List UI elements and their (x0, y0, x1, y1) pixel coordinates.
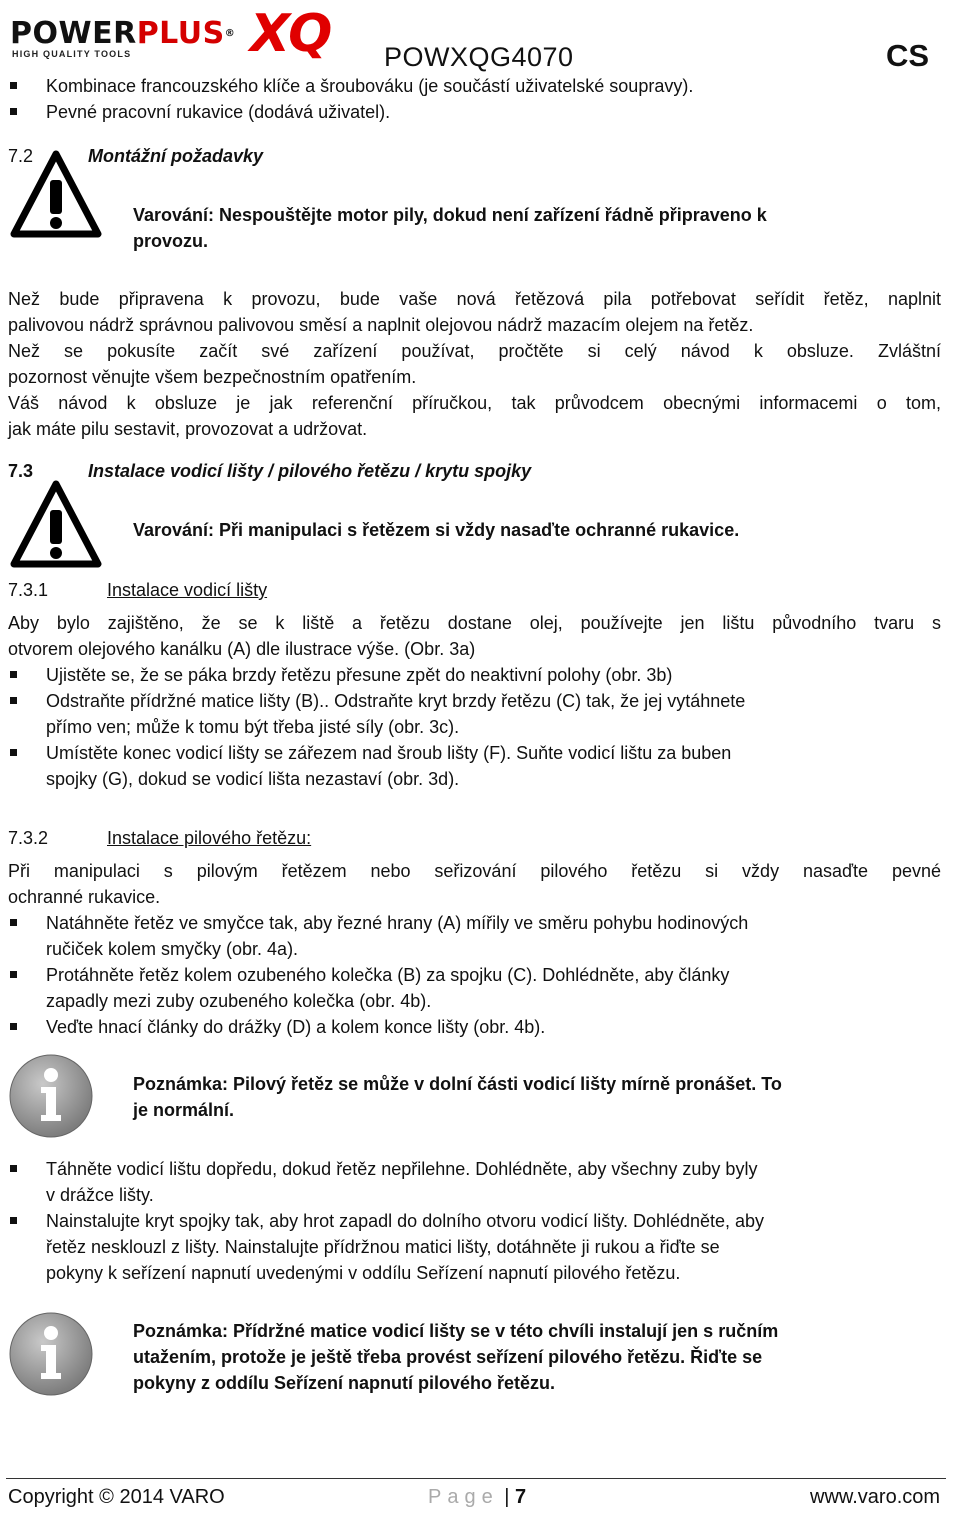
note-text: Poznámka: Pilový řetěz se může v dolní části vodicí lišty mírně pronášet. To (133, 1074, 782, 1094)
bullet-icon (10, 1165, 17, 1172)
list-item: Natáhněte řetěz ve smyčce tak, aby řezné hrany (A) mířily ve směru pohybu hodinových (46, 913, 749, 933)
logo-tagline: HIGH QUALITY TOOLS (12, 49, 132, 59)
list-item: Kombinace francouzského klíče a šroubováku (je součástí uživatelské soupravy). (46, 76, 694, 96)
warning-icon (10, 480, 102, 573)
paragraph-line: Aby bylo zajištěno, že se k liště a řetězu dostane olej, používejte jen lištu původního tvaru s (8, 613, 941, 633)
list-item: řetěz nesklouzl z lišty. Nainstalujte přídržnou matici lišty, dotáhněte ji rukou a řiďte se (46, 1237, 720, 1257)
note-text: utažením, protože je ještě třeba provést seřízení pilového řetězu. Řiďte se (133, 1347, 763, 1367)
bullet-icon (10, 971, 17, 978)
page-number: 7 (515, 1486, 527, 1508)
paragraph-line: Váš návod k obsluze je jak referenční příručkou, tak průvodcem obecnými informacemi o tom, (8, 393, 941, 413)
list-item: Odstraňte přídržné matice lišty (B).. Odstraňte kryt brzdy řetězu (C) tak, že jej vytáhnete (46, 691, 746, 711)
bullet-icon (10, 82, 17, 89)
bullet-icon (10, 108, 17, 115)
subsection-number: 7.3.1 (8, 580, 49, 600)
section-title: Montážní požadavky (88, 146, 264, 166)
section-number: 7.2 (8, 146, 34, 166)
paragraph-line: jak máte pilu sestavit, provozovat a udržovat. (8, 419, 368, 439)
brand-logo: POWERPLUS® (10, 16, 236, 51)
section-number: 7.3 (8, 461, 34, 481)
subsection-number: 7.3.2 (8, 828, 49, 848)
section-title: Instalace vodicí lišty / pilového řetězu / krytu spojky (88, 461, 532, 481)
subsection-title: Instalace pilového řetězu: (107, 828, 312, 848)
list-item: pokyny k seřízení napnutí uvedenými v oddílu Seřízení napnutí pilového řetězu. (46, 1263, 681, 1283)
page-label: Page (428, 1486, 499, 1508)
note-text: je normální. (133, 1100, 235, 1120)
list-item: ručiček kolem smyčky (obr. 4a). (46, 939, 299, 959)
list-item: Umístěte konec vodicí lišty se zářezem nad šroub lišty (F). Suňte vodicí lištu za buben (46, 743, 732, 763)
warning-icon (10, 150, 102, 243)
paragraph-line: Při manipulaci s pilovým řetězem nebo seřizování pilového řetězu si vždy nasaďte pevné (8, 861, 941, 881)
paragraph-line: Než bude připravena k provozu, bude vaše nová řetězová pila potřebovat seřídit řetěz, naplnit (8, 289, 941, 309)
list-item: zapadly mezi zuby ozubeného kolečka (obr. 4b). (46, 991, 432, 1011)
paragraph-line: ochranné rukavice. (8, 887, 161, 907)
list-item: Nainstalujte kryt spojky tak, aby hrot zapadl do dolního otvoru vodicí lišty. Dohlédněte, aby (46, 1211, 765, 1231)
logo-power-text: POWER (10, 16, 137, 51)
logo-plus-text: PLUS (136, 16, 225, 51)
bullet-icon (10, 697, 17, 704)
subsection-title: Instalace vodicí lišty (107, 580, 268, 600)
warning-text: provozu. (133, 231, 208, 251)
warning-text: Varování: Nespouštějte motor pily, dokud není zařízení řádně připraveno k (133, 205, 767, 225)
bullet-icon (10, 1217, 17, 1224)
list-item: Táhněte vodicí lištu dopředu, dokud řetěz nepřilehne. Dohlédněte, aby všechny zuby byly (46, 1159, 758, 1179)
info-icon (8, 1311, 94, 1402)
paragraph-line: otvorem olejového kanálku (A) dle ilustrace výše. (Obr. 3a) (8, 639, 476, 659)
list-item: Protáhněte řetěz kolem ozubeného kolečka (B) za spojku (C). Dohlédněte, aby články (46, 965, 730, 985)
list-item: Pevné pracovní rukavice (dodává uživatel). (46, 102, 391, 122)
list-item: přímo ven; může k tomu být třeba jisté síly (obr. 3c). (46, 717, 460, 737)
list-item: v drážce lišty. (46, 1185, 154, 1205)
copyright: Copyright © 2014 VARO (8, 1486, 225, 1508)
bullet-icon (10, 919, 17, 926)
info-icon (8, 1053, 94, 1144)
note-text: pokyny z oddílu Seřízení napnutí pilového řetězu. (133, 1373, 556, 1393)
list-item: Ujistěte se, že se páka brzdy řetězu přesune zpět do neaktivní polohy (obr. 3b) (46, 665, 673, 685)
bullet-icon (10, 1023, 17, 1030)
page-indicator (428, 1486, 526, 1509)
paragraph-line: pozornost věnujte všem bezpečnostním opatřením. (8, 367, 417, 387)
bullet-icon (10, 749, 17, 756)
bullet-icon (10, 671, 17, 678)
warning-text: Varování: Při manipulaci s řetězem si vždy nasaďte ochranné rukavice. (133, 520, 740, 540)
list-item: spojky (G), dokud se vodicí lišta nezastaví (obr. 3d). (46, 769, 460, 789)
list-item: Veďte hnací články do drážky (D) a kolem konce lišty (obr. 4b). (46, 1017, 546, 1037)
website-link[interactable]: www.varo.com (810, 1486, 941, 1508)
model-number: POWXQG4070 (384, 42, 574, 72)
page-separator: | (504, 1486, 510, 1508)
language-code: CS (886, 38, 930, 73)
note-text: Poznámka: Přídržné matice vodicí lišty se v této chvíli instalují jen s ručním (133, 1321, 779, 1341)
footer-divider (6, 1478, 946, 1479)
logo-xq: XQ (250, 4, 331, 64)
paragraph-line: Než se pokusíte začít své zařízení používat, pročtěte si celý návod k obsluze. Zvláštní (8, 341, 941, 361)
paragraph-line: palivovou nádrž správnou palivovou směsí a naplnit olejovou nádrž mazacím olejem na řetěz. (8, 315, 754, 335)
